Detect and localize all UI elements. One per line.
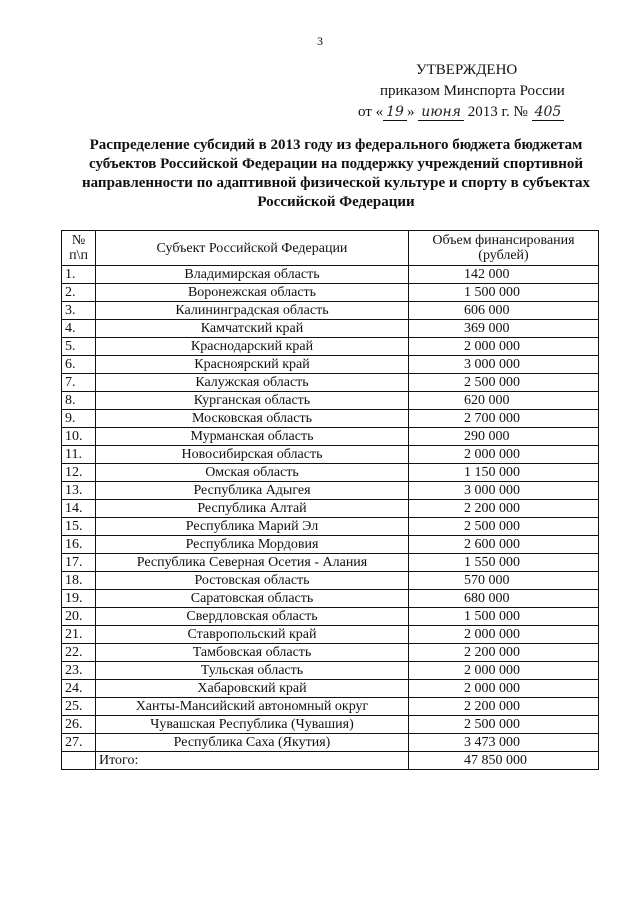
row-amount: 2 200 000	[409, 698, 599, 716]
row-amount: 606 000	[409, 302, 599, 320]
order-number: 405	[532, 104, 565, 121]
row-amount: 2 600 000	[409, 536, 599, 554]
row-subject: Свердловская область	[96, 608, 409, 626]
row-subject: Калининградская область	[96, 302, 409, 320]
row-number: 24.	[62, 680, 96, 698]
date-mid: »	[406, 104, 415, 120]
row-subject: Владимирская область	[96, 266, 409, 284]
row-number: 19.	[62, 590, 96, 608]
row-number: 5.	[62, 338, 96, 356]
row-amount: 680 000	[409, 590, 599, 608]
table-row	[62, 482, 599, 500]
row-amount: 369 000	[409, 320, 599, 338]
row-amount: 290 000	[409, 428, 599, 446]
row-number: 3.	[62, 302, 96, 320]
row-amount: 2 000 000	[409, 680, 599, 698]
row-amount: 3 000 000	[409, 482, 599, 500]
subsidy-table	[61, 230, 599, 770]
row-amount: 142 000	[409, 266, 599, 284]
approval-order-line: приказом Минспорта России	[380, 83, 565, 99]
row-amount: 3 000 000	[409, 356, 599, 374]
row-amount: 620 000	[409, 392, 599, 410]
total-row	[62, 752, 599, 770]
row-amount: 2 700 000	[409, 410, 599, 428]
row-subject: Республика Адыгея	[96, 482, 409, 500]
row-subject: Республика Мордовия	[96, 536, 409, 554]
row-number: 14.	[62, 500, 96, 518]
row-number: 15.	[62, 518, 96, 536]
table-row	[62, 662, 599, 680]
row-subject: Саратовская область	[96, 590, 409, 608]
table-row	[62, 536, 599, 554]
row-subject: Красноярский край	[96, 356, 409, 374]
table-row	[62, 374, 599, 392]
table-row	[62, 554, 599, 572]
row-number: 16.	[62, 536, 96, 554]
row-number: 10.	[62, 428, 96, 446]
table-row	[62, 734, 599, 752]
table-row	[62, 410, 599, 428]
row-subject: Республика Марий Эл	[96, 518, 409, 536]
row-amount: 2 200 000	[409, 500, 599, 518]
row-number: 17.	[62, 554, 96, 572]
row-number: 9.	[62, 410, 96, 428]
header-num: № п\п	[62, 231, 96, 266]
date-year: 2013 г. №	[467, 104, 528, 120]
approval-heading: УТВЕРЖДЕНО	[416, 62, 518, 78]
row-subject: Чувашская Республика (Чувашия)	[96, 716, 409, 734]
table-row	[62, 500, 599, 518]
row-subject: Московская область	[96, 410, 409, 428]
row-amount: 2 000 000	[409, 662, 599, 680]
table-row	[62, 428, 599, 446]
row-subject: Ростовская область	[96, 572, 409, 590]
table-row	[62, 266, 599, 284]
table-row	[62, 716, 599, 734]
row-amount: 1 500 000	[409, 608, 599, 626]
table-row	[62, 284, 599, 302]
row-number: 2.	[62, 284, 96, 302]
row-number: 26.	[62, 716, 96, 734]
table-row	[62, 320, 599, 338]
row-amount: 2 000 000	[409, 338, 599, 356]
row-number: 18.	[62, 572, 96, 590]
header-subject: Субъект Российской Федерации	[96, 231, 409, 266]
row-amount: 2 000 000	[409, 446, 599, 464]
table-row	[62, 356, 599, 374]
table-row	[62, 590, 599, 608]
row-amount: 1 550 000	[409, 554, 599, 572]
table-row	[62, 464, 599, 482]
date-day: 19	[383, 104, 407, 121]
row-amount: 1 150 000	[409, 464, 599, 482]
row-number: 23.	[62, 662, 96, 680]
row-number: 6.	[62, 356, 96, 374]
row-subject: Воронежская область	[96, 284, 409, 302]
table-header-row	[62, 231, 599, 266]
row-amount: 2 500 000	[409, 716, 599, 734]
row-number: 25.	[62, 698, 96, 716]
row-amount: 1 500 000	[409, 284, 599, 302]
row-number: 21.	[62, 626, 96, 644]
row-number: 11.	[62, 446, 96, 464]
approval-block	[358, 60, 598, 123]
row-subject: Новосибирская область	[96, 446, 409, 464]
page-number: 3	[317, 34, 323, 48]
row-number: 13.	[62, 482, 96, 500]
date-prefix: от «	[358, 104, 384, 120]
row-number: 7.	[62, 374, 96, 392]
row-number: 12.	[62, 464, 96, 482]
row-subject: Ставропольский край	[96, 626, 409, 644]
table-row	[62, 518, 599, 536]
total-num-cell	[62, 752, 96, 770]
row-number: 1.	[62, 266, 96, 284]
row-subject: Ханты-Мансийский автономный округ	[96, 698, 409, 716]
table-row	[62, 608, 599, 626]
row-number: 20.	[62, 608, 96, 626]
row-subject: Курганская область	[96, 392, 409, 410]
row-amount: 2 200 000	[409, 644, 599, 662]
row-subject: Хабаровский край	[96, 680, 409, 698]
table-row	[62, 446, 599, 464]
row-number: 4.	[62, 320, 96, 338]
header-amount: Объем финансирования (рублей)	[409, 231, 599, 266]
row-subject: Тульская область	[96, 662, 409, 680]
approval-date-line	[358, 102, 598, 123]
row-amount: 2 500 000	[409, 518, 599, 536]
table-row	[62, 338, 599, 356]
row-subject: Краснодарский край	[96, 338, 409, 356]
total-label: Итого:	[96, 752, 409, 770]
row-subject: Мурманская область	[96, 428, 409, 446]
table-row	[62, 680, 599, 698]
row-subject: Омская область	[96, 464, 409, 482]
total-amount: 47 850 000	[409, 752, 599, 770]
document-title: Распределение субсидий в 2013 году из федерального бюджета бюджетам субъектов Российской Федерации на поддержку учреждений спортивной направленности по адаптивной физической культуре и спорту в субъектах Российской Федерации	[81, 137, 590, 210]
row-subject: Республика Северная Осетия - Алания	[96, 554, 409, 572]
row-amount: 570 000	[409, 572, 599, 590]
date-month: июня	[418, 104, 464, 121]
table-row	[62, 698, 599, 716]
row-amount: 3 473 000	[409, 734, 599, 752]
row-amount: 2 000 000	[409, 626, 599, 644]
row-subject: Тамбовская область	[96, 644, 409, 662]
table-row	[62, 392, 599, 410]
row-number: 8.	[62, 392, 96, 410]
row-subject: Республика Саха (Якутия)	[96, 734, 409, 752]
table-row	[62, 626, 599, 644]
row-amount: 2 500 000	[409, 374, 599, 392]
row-number: 22.	[62, 644, 96, 662]
table-row	[62, 302, 599, 320]
row-subject: Камчатский край	[96, 320, 409, 338]
row-subject: Калужская область	[96, 374, 409, 392]
table-row	[62, 644, 599, 662]
row-number: 27.	[62, 734, 96, 752]
table-row	[62, 572, 599, 590]
row-subject: Республика Алтай	[96, 500, 409, 518]
